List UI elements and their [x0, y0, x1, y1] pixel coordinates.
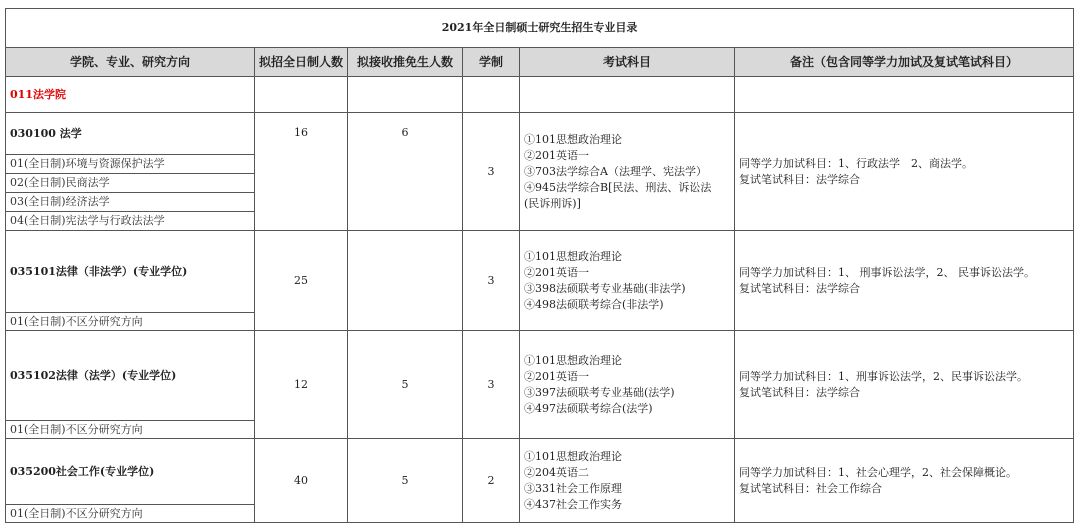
subject-line: ④945法学综合B[民法、刑法、诉讼法	[524, 180, 712, 194]
note-line: 复试笔试科目：法学综合	[739, 172, 860, 186]
subject-line: ③331社会工作原理	[524, 481, 622, 495]
notes	[735, 113, 1074, 231]
header-subjects: 考试科目	[520, 48, 735, 77]
subject-line: ③397法硕联考专业基础(法学)	[524, 385, 675, 399]
subject-line: ②201英语一	[524, 369, 589, 383]
research-direction: 01(全日制)不区分研究方向	[6, 421, 255, 439]
note-line: 同等学力加试科目：1、行政法学 2、商法学。	[739, 156, 973, 170]
research-direction: 01(全日制)不区分研究方向	[6, 505, 255, 523]
notes	[735, 231, 1074, 331]
subject-line: ③703法学综合A（法理学、宪法学）	[524, 164, 707, 178]
header-exempt: 拟接收推免生人数	[348, 48, 463, 77]
subject-line: (民诉刑诉)]	[524, 196, 581, 210]
subject-line: ①101思想政治理论	[524, 249, 622, 263]
subject-line: ②201英语一	[524, 148, 589, 162]
header-major: 学院、专业、研究方向	[6, 48, 255, 77]
subject-line: ②204英语二	[524, 465, 589, 479]
note-line: 复试笔试科目：法学综合	[739, 385, 860, 399]
subject-line: ④497法硕联考综合(法学)	[524, 401, 653, 415]
exam-subjects	[520, 331, 735, 439]
subject-line: ③398法硕联考专业基础(非法学)	[524, 281, 686, 295]
exam-subjects	[520, 231, 735, 331]
subject-line: ①101思想政治理论	[524, 132, 622, 146]
subject-line: ①101思想政治理论	[524, 353, 622, 367]
note-line: 同等学力加试科目：1、社会心理学，2、社会保障概论。	[739, 465, 1017, 479]
research-direction: 02(全日制)民商法学	[6, 174, 255, 193]
major-name: 030100 法学	[6, 113, 255, 155]
note-line: 同等学力加试科目：1、 刑事诉讼法学，2、 民事诉讼法学。	[739, 265, 1035, 279]
years: 2	[463, 439, 520, 523]
notes	[735, 439, 1074, 523]
enroll-count: 40	[255, 439, 348, 523]
header-enroll: 拟招全日制人数	[255, 48, 348, 77]
enroll-count: 16	[255, 113, 348, 231]
research-direction: 01(全日制)环境与资源保护法学	[6, 155, 255, 174]
header-years: 学制	[463, 48, 520, 77]
exempt-count: 5	[348, 439, 463, 523]
years: 3	[463, 231, 520, 331]
enroll-count: 25	[255, 231, 348, 331]
subject-line: ④437社会工作实务	[524, 497, 622, 511]
enroll-count: 12	[255, 331, 348, 439]
note-line: 同等学力加试科目：1、刑事诉讼法学，2、民事诉讼法学。	[739, 369, 1028, 383]
major-name: 035200社会工作(专业学位)	[6, 439, 255, 505]
college-name: 011法学院	[6, 77, 255, 113]
exempt-count: 6	[348, 113, 463, 231]
exam-subjects	[520, 439, 735, 523]
years: 3	[463, 331, 520, 439]
research-direction: 04(全日制)宪法学与行政法法学	[6, 212, 255, 231]
major-name: 035101法律（非法学）(专业学位)	[6, 231, 255, 313]
subject-line: ④498法硕联考综合(非法学)	[524, 297, 664, 311]
years: 3	[463, 113, 520, 231]
subject-line: ②201英语一	[524, 265, 589, 279]
note-line: 复试笔试科目：社会工作综合	[739, 481, 882, 495]
catalog-table	[5, 8, 1074, 523]
research-direction: 03(全日制)经济法学	[6, 193, 255, 212]
header-notes: 备注（包含同等学力加试及复试笔试科目）	[735, 48, 1074, 77]
major-name: 035102法律（法学）(专业学位)	[6, 331, 255, 421]
page-title: 2021年全日制硕士研究生招生专业目录	[6, 9, 1074, 48]
note-line: 复试笔试科目：法学综合	[739, 281, 860, 295]
research-direction: 01(全日制)不区分研究方向	[6, 313, 255, 331]
notes	[735, 331, 1074, 439]
exempt-count: 5	[348, 331, 463, 439]
subject-line: ①101思想政治理论	[524, 449, 622, 463]
exempt-count	[348, 231, 463, 331]
exam-subjects	[520, 113, 735, 231]
